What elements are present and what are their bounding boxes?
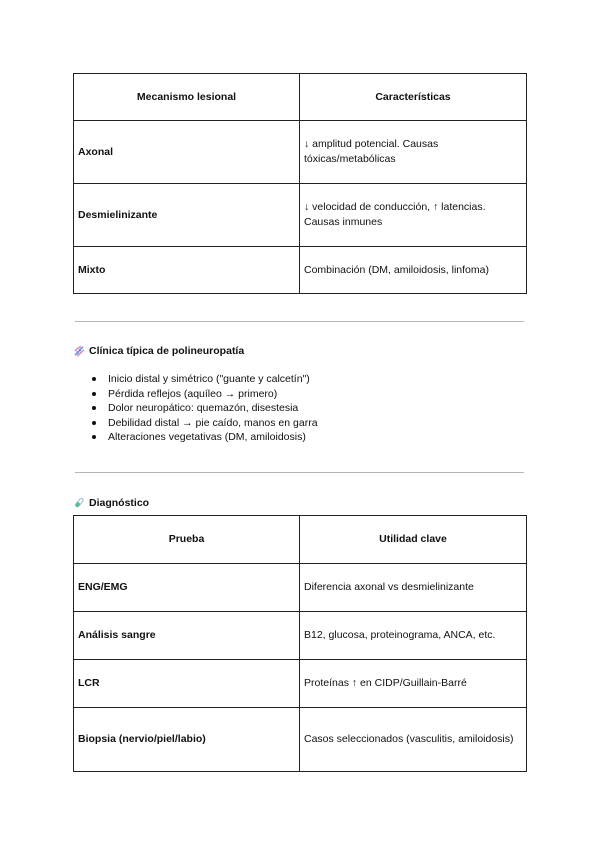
mechanism-table bbox=[73, 73, 527, 294]
table-row bbox=[74, 612, 527, 660]
utility-cell: B12, glucosa, proteinograma, ANCA, etc. bbox=[300, 612, 527, 660]
utility-cell: Casos seleccionados (vasculitis, amiloidosis) bbox=[300, 708, 527, 772]
mechanism-cell: Mixto bbox=[74, 247, 300, 294]
table-row bbox=[74, 660, 527, 708]
list-item: Debilidad distal → pie caído, manos en garra bbox=[92, 416, 318, 431]
section-title-clinica bbox=[73, 345, 244, 357]
section-title-text: Clínica típica de polineuropatía bbox=[89, 345, 245, 357]
test-cell: Análisis sangre bbox=[74, 612, 300, 660]
mechanism-cell: Axonal bbox=[74, 121, 300, 184]
diagnostic-table bbox=[73, 515, 527, 772]
mechanism-cell: Desmielinizante bbox=[74, 184, 300, 247]
list-item: Dolor neuropático: quemazón, disestesia bbox=[92, 401, 318, 416]
list-item: Pérdida reflejos (aquíleo → primero) bbox=[92, 387, 318, 402]
utility-cell: Proteínas ↑ en CIDP/Guillain-Barré bbox=[300, 660, 527, 708]
features-cell: ↓ velocidad de conducción, ↑ latencias. Causas inmunes bbox=[300, 184, 527, 247]
table-header-row bbox=[74, 516, 527, 564]
table-header-row bbox=[74, 74, 527, 121]
test-cell: Biopsia (nervio/piel/labio) bbox=[74, 708, 300, 772]
table-row bbox=[74, 184, 527, 247]
divider bbox=[75, 321, 524, 322]
features-cell: ↓ amplitud potencial. Causas tóxicas/metabólicas bbox=[300, 121, 527, 184]
test-cell: LCR bbox=[74, 660, 300, 708]
section-title-diagnostico bbox=[73, 497, 149, 509]
table-row bbox=[74, 121, 527, 184]
header-features: Características bbox=[300, 74, 527, 121]
header-utility: Utilidad clave bbox=[300, 516, 527, 564]
table-row bbox=[74, 564, 527, 612]
table-row bbox=[74, 247, 527, 294]
divider bbox=[75, 472, 524, 473]
test-cell: ENG/EMG bbox=[74, 564, 300, 612]
test-tube-icon bbox=[73, 497, 85, 509]
list-item: Alteraciones vegetativas (DM, amiloidosis) bbox=[92, 430, 318, 445]
header-mechanism: Mecanismo lesional bbox=[74, 74, 300, 121]
features-cell: Combinación (DM, amiloidosis, linfoma) bbox=[300, 247, 527, 294]
table-row bbox=[74, 708, 527, 772]
header-test: Prueba bbox=[74, 516, 300, 564]
dna-icon bbox=[73, 345, 85, 357]
section-title-text: Diagnóstico bbox=[89, 497, 150, 509]
list-item: Inicio distal y simétrico ("guante y calcetín") bbox=[92, 372, 318, 387]
utility-cell: Diferencia axonal vs desmielinizante bbox=[300, 564, 527, 612]
clinica-list bbox=[92, 372, 318, 445]
